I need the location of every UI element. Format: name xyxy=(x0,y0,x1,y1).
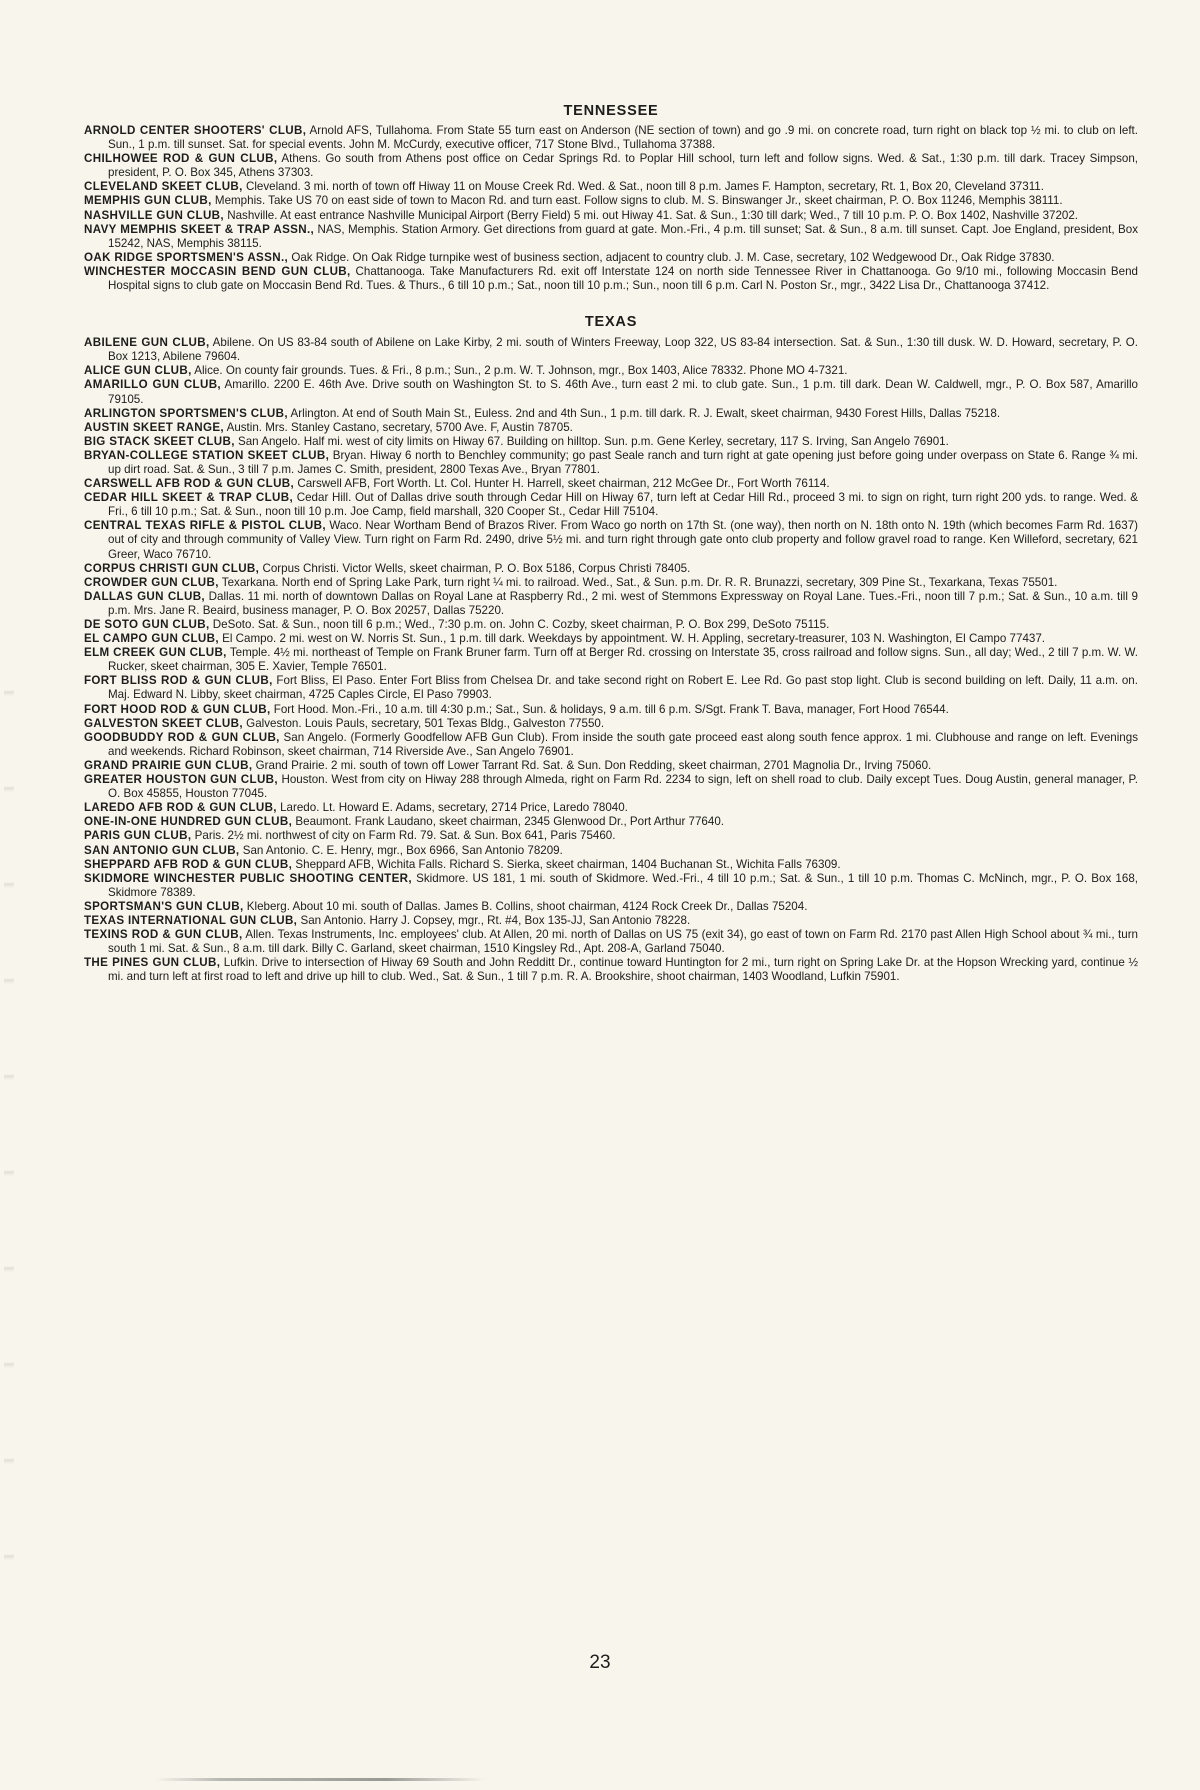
club-name: OAK RIDGE SPORTSMEN'S ASSN., xyxy=(84,250,289,264)
club-details: Beaumont. Frank Laudano, skeet chairman, 2345 Glenwood Dr., Port Arthur 77640. xyxy=(292,815,724,829)
club-entry xyxy=(84,872,1138,900)
club-details: Temple. 4½ mi. northeast of Temple on Frank Bruner farm. Turn off at Berger Rd. crossing on Interstate 35, cross railroad and follow signs. Sun., all day; Wed., 2 till 7 p.m. W. W. Rucker, skeet chairman, 305 E. Xavier, Temple 76501. xyxy=(108,646,1138,674)
club-name: GOODBUDDY ROD & GUN CLUB, xyxy=(84,730,280,744)
club-details: Paris. 2½ mi. northwest of city on Farm Rd. 79. Sat. & Sun. Box 641, Paris 75460. xyxy=(191,829,616,843)
club-details: Corpus Christi. Victor Wells, skeet chairman, P. O. Box 5186, Corpus Christi 78405. xyxy=(259,561,691,575)
club-entry xyxy=(84,759,1138,773)
club-details: Texarkana. North end of Spring Lake Park, turn right ¼ mi. to railroad. Wed., Sat., & Sun. p.m. Dr. R. R. Brunazzi, secretary, 309 Pine St., Texarkana, Texas 75501. xyxy=(218,575,1058,589)
club-name: SPORTSMAN'S GUN CLUB, xyxy=(84,899,244,913)
club-name: GREATER HOUSTON GUN CLUB, xyxy=(84,773,278,787)
club-name: THE PINES GUN CLUB, xyxy=(84,956,221,970)
club-name: AMARILLO GUN CLUB, xyxy=(84,378,222,392)
club-entry xyxy=(84,562,1138,576)
section-heading: TEXAS xyxy=(584,314,638,331)
club-details: Memphis. Take US 70 on east side of town to Macon Rd. and turn east. Follow signs to club. M. S. Binswanger Jr., skeet chairman, P. O. Box 11246, Memphis 38111. xyxy=(211,194,1063,208)
directory-content xyxy=(84,103,1138,984)
club-entry xyxy=(84,421,1138,435)
club-details: Fort Bliss, El Paso. Enter Fort Bliss from Chelsea Dr. and take second right on Robert E. Lee Rd. Go past stop light. Club is second building on left. Daily, 11 a.m. on. Maj. Edward N. Libby, skeet chairman, 4725 Caples Circle, El Paso 79903. xyxy=(108,674,1138,702)
club-name: BRYAN-COLLEGE STATION SKEET CLUB, xyxy=(84,448,330,462)
club-name: EL CAMPO GUN CLUB, xyxy=(84,632,219,646)
club-name: WINCHESTER MOCCASIN BEND GUN CLUB, xyxy=(84,264,351,278)
club-name: ELM CREEK GUN CLUB, xyxy=(84,646,227,660)
club-entry xyxy=(84,674,1138,702)
club-name: ARNOLD CENTER SHOOTERS' CLUB, xyxy=(84,124,307,137)
club-name: CENTRAL TEXAS RIFLE & PISTOL CLUB, xyxy=(84,519,326,533)
club-entry xyxy=(84,491,1138,519)
club-name: CROWDER GUN CLUB, xyxy=(84,575,219,589)
club-name: DALLAS GUN CLUB, xyxy=(84,589,206,603)
club-entry xyxy=(84,844,1138,858)
club-entry xyxy=(84,858,1138,872)
club-entry xyxy=(84,703,1138,717)
club-entry xyxy=(84,251,1138,265)
club-entry xyxy=(84,618,1138,632)
club-details: Kleberg. About 10 mi. south of Dallas. James B. Collins, shoot chairman, 4124 Rock Creek Dr., Dallas 75204. xyxy=(243,899,808,913)
club-name: SAN ANTONIO GUN CLUB, xyxy=(84,843,240,857)
club-name: ARLINGTON SPORTSMEN'S CLUB, xyxy=(84,406,288,420)
club-entry xyxy=(84,449,1138,477)
club-details: San Angelo. (Formerly Goodfellow AFB Gun Club). From inside the south gate proceed east along south fence approx. 1 mi. Clubhouse and range on left. Evenings and weekends. Richard Robinson, skeet chairman, 714 Riverside Ave., San Angelo 76901. xyxy=(108,730,1138,758)
club-entry xyxy=(84,223,1138,251)
club-entry xyxy=(84,928,1138,956)
club-details: Lufkin. Drive to intersection of Hiway 69 South and John Redditt Dr., continue toward Huntington for 2 mi., turn right on Spring Lake Dr. at the Hopson Wrecking yard, continue ½ mi. and turn left at first road to left and drive up hill to club. Wed., Sat. & Sun., 1 till 7 p.m. R. A. Brookshire, shoot chairman, 1403 Woodland, Lufkin 75901. xyxy=(108,956,1138,984)
club-name: DE SOTO GUN CLUB, xyxy=(84,618,210,631)
club-entry xyxy=(84,815,1138,829)
club-name: GALVESTON SKEET CLUB, xyxy=(84,716,243,730)
club-details: Laredo. Lt. Howard E. Adams, secretary, 2714 Price, Laredo 78040. xyxy=(276,801,628,815)
club-details: Nashville. At east entrance Nashville Municipal Airport (Berry Field) 5 mi. out Hiway 41. Sat. & Sun., 1:30 till dark; Wed., 7 till 10 p.m. P. O. Box 1402, Nashville 37202. xyxy=(223,208,1079,222)
club-name: SKIDMORE WINCHESTER PUBLIC SHOOTING CENTER, xyxy=(84,871,412,885)
club-entry xyxy=(84,407,1138,421)
club-details: Carswell AFB, Fort Worth. Lt. Col. Hunter H. Harrell, skeet chairman, 212 McGee Dr., Fort Worth 76114. xyxy=(294,477,830,491)
club-name: CORPUS CHRISTI GUN CLUB, xyxy=(84,561,260,575)
club-details: Houston. West from city on Hiway 288 through Almeda, right on Farm Rd. 2234 to sign, left on shell road to club. Daily except Tues. Doug Austin, general manager, P. O. Box 45855, Houston 77045. xyxy=(108,773,1138,801)
club-entry xyxy=(84,914,1138,928)
club-entry xyxy=(84,801,1138,815)
club-details: Amarillo. 2200 E. 46th Ave. Drive south on Washington St. to S. 46th Ave., turn east 2 mi. to club gate. Sun., 1 p.m. till dark. Dean W. Caldwell, mgr., P. O. Box 587, Amarillo 79105. xyxy=(108,378,1138,406)
club-details: Oak Ridge. On Oak Ridge turnpike west of business section, adjacent to country club. J. M. Case, secretary, 102 Wedgewood Dr., Oak Ridge 37830. xyxy=(288,250,1055,264)
club-entry xyxy=(84,265,1138,293)
club-details: Dallas. 11 mi. north of downtown Dallas on Royal Lane at Raspberry Rd., 2 mi. west of Stemmons Expressway on Royal Lane. Tues.-Fri., noon till 7 p.m.; Sat. & Sun., 10 a.m. till 9 p.m. Mrs. Jane R. Beaird, business manager, P. O. Box 20257, Dallas 75220. xyxy=(108,589,1138,617)
club-entry xyxy=(84,900,1138,914)
club-details: San Antonio. C. E. Henry, mgr., Box 6966, San Antonio 78209. xyxy=(239,843,563,857)
club-entry xyxy=(84,731,1138,759)
club-name: TEXAS INTERNATIONAL GUN CLUB, xyxy=(84,913,298,927)
club-entry xyxy=(84,646,1138,674)
scan-artifact-line xyxy=(155,1778,485,1781)
club-details: Skidmore. US 181, 1 mi. south of Skidmore. Wed.-Fri., 4 till 10 p.m.; Sat. & Sun., 1 till 10 p.m. Thomas C. McNinch, mgr., P. O. Box 168, Skidmore 78389. xyxy=(108,871,1138,899)
section-heading: TENNESSEE xyxy=(563,103,659,119)
club-details: Abilene. On US 83-84 south of Abilene on Lake Kirby, 2 mi. south of Winters Freeway, Loop 322, US 83-84 intersection. Sat. & Sun., 1:30 till dusk. W. D. Howard, secretary, P. O. Box 1213, Abilene 79604. xyxy=(108,336,1138,364)
club-entry xyxy=(84,364,1138,378)
club-name: AUSTIN SKEET RANGE, xyxy=(84,420,224,434)
club-entry xyxy=(84,124,1138,152)
club-details: Fort Hood. Mon.-Fri., 10 a.m. till 4:30 p.m.; Sat., Sun. & holidays, 9 a.m. till 6 p.m. S/Sgt. Frank T. Bava, manager, Fort Hood 76544. xyxy=(270,702,949,716)
club-details: San Angelo. Half mi. west of city limits on Hiway 67. Building on hilltop. Sun. p.m. Gene Kerley, secretary, 117 S. Irving, San Angelo 76901. xyxy=(234,434,949,448)
club-details: El Campo. 2 mi. west on W. Norris St. Sun., 1 p.m. till dark. Weekdays by appointment. W. H. Appling, secretary-treasurer, 103 N. Washington, El Campo 77437. xyxy=(218,632,1046,646)
club-details: Austin. Mrs. Stanley Castano, secretary, 5700 Ave. F, Austin 78705. xyxy=(224,420,573,434)
club-entry xyxy=(84,717,1138,731)
club-name: ALICE GUN CLUB, xyxy=(84,364,192,378)
club-entry xyxy=(84,209,1138,223)
club-name: CARSWELL AFB ROD & GUN CLUB, xyxy=(84,477,295,491)
club-name: BIG STACK SKEET CLUB, xyxy=(84,434,235,448)
club-details: Arlington. At end of South Main St., Euless. 2nd and 4th Sun., 1 p.m. till dark. R. J. Ewalt, skeet chairman, 9430 Forest Hills, Dallas 75218. xyxy=(287,406,1001,420)
club-details: Cleveland. 3 mi. north of town off Hiway 11 on Mouse Creek Rd. Wed. & Sat., noon till 8 p.m. James F. Hampton, secretary, Rt. 1, Box 20, Cleveland 37311. xyxy=(242,180,1044,194)
club-entry xyxy=(84,956,1138,984)
club-details: Sheppard AFB, Wichita Falls. Richard S. Sierka, skeet chairman, 1404 Buchanan St., Wichita Falls 76309. xyxy=(292,857,841,871)
club-name: NASHVILLE GUN CLUB, xyxy=(84,208,224,222)
club-name: CLEVELAND SKEET CLUB, xyxy=(84,180,243,194)
club-details: Cedar Hill. Out of Dallas drive south through Cedar Hill on Hiway 67, turn left at Cedar Hill Rd., proceed 3 mi. to sign on right, turn right 200 yds. to range. Wed. & Fri., 6 till 10 p.m.; Sat. & Sun., noon till 10 p.m. Joe Camp, field marshall, 320 Cooper St., Cedar Hill 75104. xyxy=(108,491,1139,519)
club-name: GRAND PRAIRIE GUN CLUB, xyxy=(84,758,253,772)
club-details: Alice. On county fair grounds. Tues. & Fri., 8 p.m.; Sun., 2 p.m. W. T. Johnson, mgr., Box 1403, Alice 78332. Phone MO 4-7321. xyxy=(191,364,848,378)
page-number: 23 xyxy=(589,1652,611,1673)
club-name: CEDAR HILL SKEET & TRAP CLUB, xyxy=(84,491,294,505)
club-name: ABILENE GUN CLUB, xyxy=(84,336,210,350)
club-entry xyxy=(84,152,1138,180)
club-details: Grand Prairie. 2 mi. south of town off Lower Tarrant Rd. Sat. & Sun. Don Redding, skeet chairman, 2701 Magnolia Dr., Irving 75060. xyxy=(252,758,932,772)
club-details: Arnold AFS, Tullahoma. From State 55 turn east on Anderson (NE section of town) and go .9 mi. on concrete road, turn right on black top ½ mi. to club on left. Sun., 1 p.m. till sunset. Sat. for special events. John M. McCurdy, executive officer, 717 Stone Blvd., Tullahoma 37388. xyxy=(108,124,1138,152)
club-entry xyxy=(84,477,1138,491)
club-details: Bryan. Hiway 6 north to Benchley community; go past Seale ranch and turn right at gate opening just before going under overpass on State 6. Range ¾ mi. up dirt road. Sat. & Sun., 3 till 7 p.m. James C. Smith, president, 2800 Texas Ave., Bryan 77801. xyxy=(108,448,1138,476)
club-name: SHEPPARD AFB ROD & GUN CLUB, xyxy=(84,857,293,871)
club-entry xyxy=(84,194,1138,208)
club-entry xyxy=(84,435,1138,449)
club-name: NAVY MEMPHIS SKEET & TRAP ASSN., xyxy=(84,222,315,236)
club-details: Waco. Near Wortham Bend of Brazos River. From Waco go north on 17th St. (one way), then north on N. 18th onto N. 19th (which becomes Farm Rd. 1637) out of city and through community of Valley View. Turn right on Farm Rd. 2490, drive 5½ mi. and turn right through gate onto club property and follow gravel road to range. Ken Willeford, secretary, 621 Greer, Waco 76710. xyxy=(108,519,1139,561)
club-details: NAS, Memphis. Station Armory. Get directions from guard at gate. Mon.-Fri., 4 p.m. till sunset; Sat. & Sun., 8 a.m. till sunset. Capt. Joe England, president, Box 15242, NAS, Memphis 38115. xyxy=(108,222,1139,250)
club-name: ONE-IN-ONE HUNDRED GUN CLUB, xyxy=(84,815,293,829)
club-details: Chattanooga. Take Manufacturers Rd. exit off Interstate 124 on north side Tennessee River in Chattanooga. Go 9/10 mi., following Moccasin Bend Hospital signs to club gate on Moccasin Bend Rd. Tues. & Thurs., 6 till 10 p.m.; Sat., noon till 10 p.m.; Sun., noon till 6 p.m. Carl N. Poston Sr., mgr., 3422 Lisa Dr., Chattanooga 37412. xyxy=(108,264,1139,293)
club-name: FORT HOOD ROD & GUN CLUB, xyxy=(84,702,271,716)
club-details: Athens. Go south from Athens post office on Cedar Springs Rd. to Poplar Hill school, turn left and follow signs. Wed. & Sat., 1:30 p.m. till dark. Tracey Simpson, president, P. O. Box 345, Athens 37303. xyxy=(108,152,1138,180)
club-name: CHILHOWEE ROD & GUN CLUB, xyxy=(84,152,278,166)
club-entry xyxy=(84,378,1138,406)
club-name: TEXINS ROD & GUN CLUB, xyxy=(84,928,243,942)
club-entry xyxy=(84,829,1138,843)
club-entry xyxy=(84,576,1138,590)
club-entry xyxy=(84,180,1138,194)
club-name: FORT BLISS ROD & GUN CLUB, xyxy=(84,674,273,688)
scan-artifact-margin xyxy=(4,600,14,1600)
club-entry xyxy=(84,590,1138,618)
club-entry xyxy=(84,632,1138,646)
club-details: San Antonio. Harry J. Copsey, mgr., Rt. #4, Box 135-JJ, San Antonio 78228. xyxy=(297,913,691,927)
club-entry xyxy=(84,519,1138,561)
club-name: PARIS GUN CLUB, xyxy=(84,829,192,843)
club-name: LAREDO AFB ROD & GUN CLUB, xyxy=(84,801,277,815)
club-details: Galveston. Louis Pauls, secretary, 501 Texas Bldg., Galveston 77550. xyxy=(242,716,605,730)
club-entry xyxy=(84,336,1138,364)
club-name: MEMPHIS GUN CLUB, xyxy=(84,194,212,208)
club-entry xyxy=(84,773,1138,801)
club-details: Allen. Texas Instruments, Inc. employees' club. At Allen, 20 mi. north of Dallas on US 75 (exit 34), go east of town on Farm Rd. 2170 past Allen High School about ¾ mi., turn south 1 mi. Sat. & Sun., 8 a.m. till dark. Billy C. Garland, skeet chairman, 1510 Kingsley Rd., Apt. 208-A, Garland 75040. xyxy=(108,928,1139,956)
club-details: DeSoto. Sat. & Sun., noon till 6 p.m.; Wed., 7:30 p.m. on. John C. Cozby, skeet chairman, P. O. Box 299, DeSoto 75115. xyxy=(209,618,830,631)
